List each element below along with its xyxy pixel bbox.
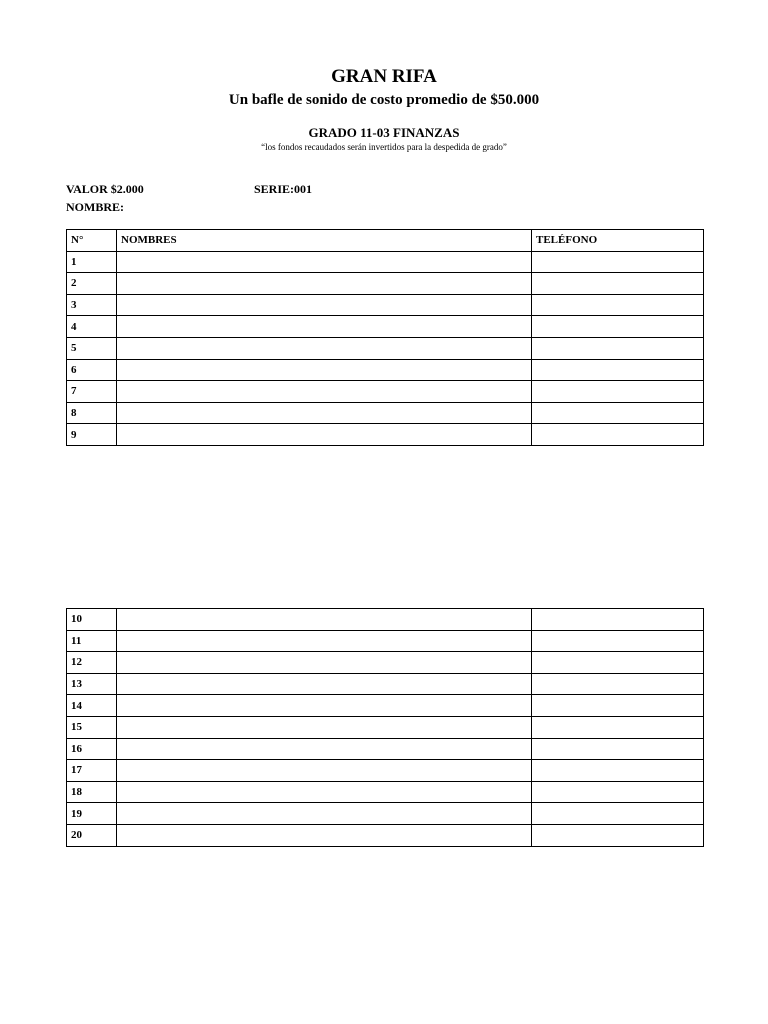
- name-cell[interactable]: [117, 803, 532, 825]
- table-row: [67, 359, 704, 381]
- row-number: 6: [67, 359, 117, 381]
- name-cell[interactable]: [117, 381, 532, 403]
- name-cell[interactable]: [117, 294, 532, 316]
- phone-cell[interactable]: [532, 760, 704, 782]
- phone-cell[interactable]: [532, 803, 704, 825]
- seller-name-label: NOMBRE:: [66, 200, 124, 214]
- row-number: 7: [67, 381, 117, 403]
- table-row: [67, 402, 704, 424]
- phone-cell[interactable]: [532, 695, 704, 717]
- name-cell[interactable]: [117, 673, 532, 695]
- table-row: [67, 630, 704, 652]
- row-number: 8: [67, 402, 117, 424]
- row-number: 9: [67, 424, 117, 446]
- phone-cell[interactable]: [532, 716, 704, 738]
- name-cell[interactable]: [117, 760, 532, 782]
- name-cell[interactable]: [117, 337, 532, 359]
- table-header-row: [67, 230, 704, 252]
- prize-subtitle: Un bafle de sonido de costo promedio de $50.000: [228, 92, 540, 108]
- table-row: [67, 760, 704, 782]
- row-number: 4: [67, 316, 117, 338]
- phone-cell[interactable]: [532, 251, 704, 273]
- raffle-table-part-1: [66, 229, 704, 446]
- column-header-number: N°: [67, 230, 117, 252]
- phone-cell[interactable]: [532, 738, 704, 760]
- row-number: 3: [67, 294, 117, 316]
- grade-heading: GRADO 11-03 FINANZAS: [308, 125, 460, 140]
- raffle-table-part-2: [66, 608, 704, 847]
- name-cell[interactable]: [117, 824, 532, 846]
- phone-cell[interactable]: [532, 359, 704, 381]
- row-number: 2: [67, 273, 117, 295]
- table-row: [67, 673, 704, 695]
- table-row: [67, 824, 704, 846]
- table-row: [67, 294, 704, 316]
- table-row: [67, 738, 704, 760]
- table-row: [67, 716, 704, 738]
- row-number: 10: [67, 609, 117, 631]
- ticket-series: SERIE:001: [254, 182, 313, 196]
- row-number: 12: [67, 652, 117, 674]
- name-cell[interactable]: [117, 359, 532, 381]
- table-row: [67, 652, 704, 674]
- name-cell[interactable]: [117, 716, 532, 738]
- table-row: [67, 273, 704, 295]
- row-number: 15: [67, 716, 117, 738]
- phone-cell[interactable]: [532, 652, 704, 674]
- purpose-quote: “los fondos recaudados serán invertidos para la despedida de grado”: [261, 142, 507, 152]
- phone-cell[interactable]: [532, 673, 704, 695]
- name-cell[interactable]: [117, 424, 532, 446]
- row-number: 1: [67, 251, 117, 273]
- name-cell[interactable]: [117, 781, 532, 803]
- name-cell[interactable]: [117, 402, 532, 424]
- phone-cell[interactable]: [532, 824, 704, 846]
- phone-cell[interactable]: [532, 316, 704, 338]
- phone-cell[interactable]: [532, 424, 704, 446]
- table-row: [67, 781, 704, 803]
- row-number: 18: [67, 781, 117, 803]
- name-cell[interactable]: [117, 630, 532, 652]
- name-cell[interactable]: [117, 738, 532, 760]
- table-row: [67, 381, 704, 403]
- phone-cell[interactable]: [532, 630, 704, 652]
- phone-cell[interactable]: [532, 273, 704, 295]
- phone-cell[interactable]: [532, 381, 704, 403]
- name-cell[interactable]: [117, 316, 532, 338]
- name-cell[interactable]: [117, 609, 532, 631]
- column-header-phone: TELÉFONO: [532, 230, 704, 252]
- row-number: 5: [67, 337, 117, 359]
- row-number: 17: [67, 760, 117, 782]
- table-row: [67, 316, 704, 338]
- phone-cell[interactable]: [532, 337, 704, 359]
- column-header-names: NOMBRES: [117, 230, 532, 252]
- raffle-title: GRAN RIFA: [331, 66, 437, 87]
- row-number: 13: [67, 673, 117, 695]
- ticket-value: VALOR $2.000: [66, 182, 144, 196]
- row-number: 19: [67, 803, 117, 825]
- phone-cell[interactable]: [532, 294, 704, 316]
- table-row: [67, 337, 704, 359]
- phone-cell[interactable]: [532, 609, 704, 631]
- row-number: 20: [67, 824, 117, 846]
- name-cell[interactable]: [117, 251, 532, 273]
- table-row: [67, 695, 704, 717]
- name-cell[interactable]: [117, 273, 532, 295]
- name-cell[interactable]: [117, 652, 532, 674]
- phone-cell[interactable]: [532, 402, 704, 424]
- table-row: [67, 609, 704, 631]
- row-number: 14: [67, 695, 117, 717]
- name-cell[interactable]: [117, 695, 532, 717]
- table-row: [67, 424, 704, 446]
- row-number: 11: [67, 630, 117, 652]
- phone-cell[interactable]: [532, 781, 704, 803]
- row-number: 16: [67, 738, 117, 760]
- table-row: [67, 251, 704, 273]
- table-row: [67, 803, 704, 825]
